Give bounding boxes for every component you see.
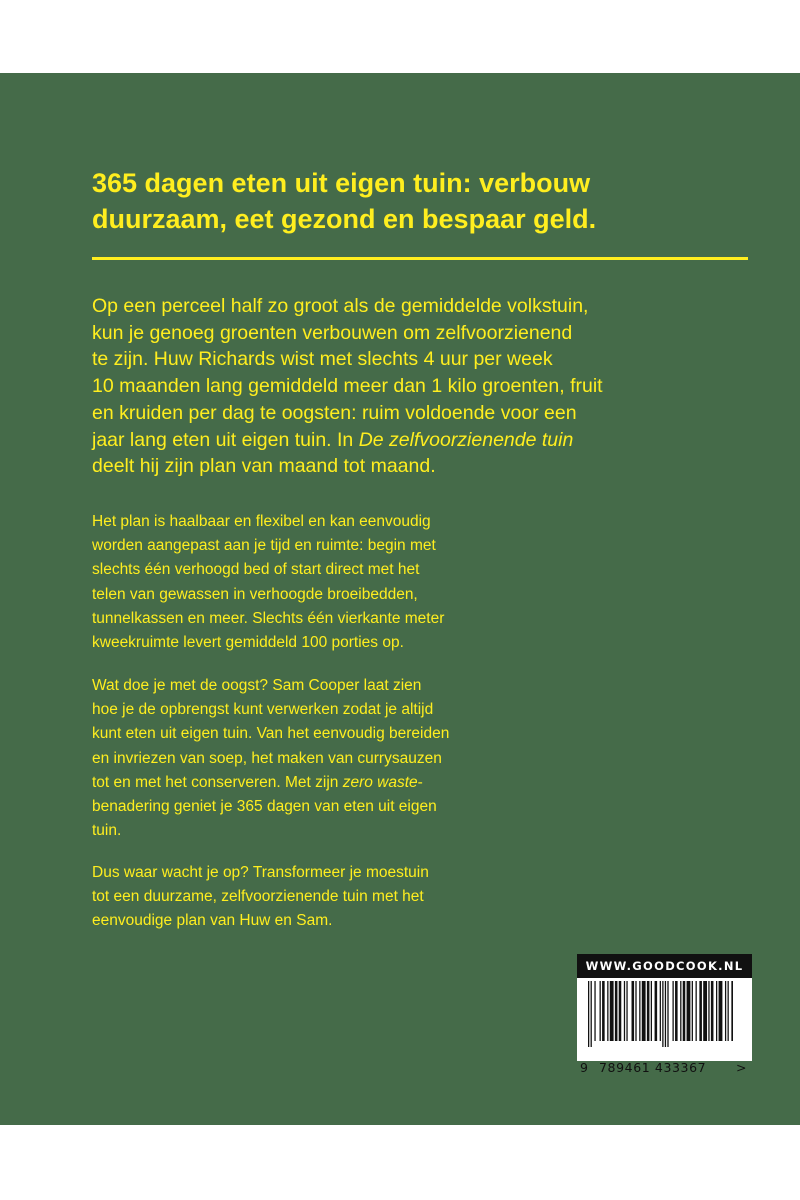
barcode-bar	[619, 981, 622, 1041]
intro-paragraph	[92, 293, 762, 480]
barcode-bar	[716, 981, 717, 1041]
body-line: kweekruimte levert gemiddeld 100 porties op.	[92, 634, 404, 652]
body-line: tot een duurzame, zelfvoorzienende tuin met het	[92, 888, 424, 906]
barcode-bar	[731, 981, 733, 1041]
barcode-bar	[660, 981, 661, 1041]
intro-line: en kruiden per dag te oogsten: ruim voldoende voor een	[92, 401, 577, 424]
body-text: tot en met het conserveren. Met zijn	[92, 773, 343, 791]
body-line: en invriezen van soep, het maken van currysauzen	[92, 749, 442, 767]
barcode-bar	[626, 981, 627, 1041]
body-line: slechts één verhoogd bed of start direct met het	[92, 561, 420, 579]
barcode-bar	[655, 981, 658, 1041]
isbn-digits: 789461 433367	[599, 1060, 707, 1075]
barcode-bar	[725, 981, 726, 1041]
body-line: eenvoudige plan van Huw en Sam.	[92, 912, 333, 930]
barcode-bar	[680, 981, 681, 1041]
barcode-bar	[708, 981, 709, 1041]
barcode-bar	[692, 981, 693, 1041]
headline-line: duurzaam, eet gezond en bespaar geld.	[92, 204, 597, 234]
body-line: kunt eten uit eigen tuin. Van het eenvoudig bereiden	[92, 725, 450, 743]
barcode	[577, 978, 752, 1075]
barcode-bar	[696, 981, 697, 1041]
body-paragraph-harvest	[92, 674, 532, 843]
barcode-bar	[675, 981, 678, 1041]
body-paragraph-closing	[92, 861, 532, 934]
barcode-bar	[665, 981, 666, 1047]
headline-line: 365 dagen eten uit eigen tuin: verbouw	[92, 168, 591, 198]
body-line: Het plan is haalbaar en flexibel en kan eenvoudig	[92, 513, 431, 530]
barcode-bar	[667, 981, 668, 1047]
barcode-bar	[615, 981, 618, 1041]
website-label: WWW.GOODCOOK.NL	[577, 954, 752, 978]
body-line: benadering geniet je 365 dagen van eten uit eigen	[92, 798, 437, 816]
intro-line: 10 maanden lang gemiddeld meer dan 1 kilo groenten, fruit	[92, 375, 603, 398]
body-line	[92, 771, 532, 795]
intro-line	[92, 427, 762, 454]
barcode-bar	[588, 981, 589, 1047]
back-cover	[0, 73, 800, 1125]
barcode-bar	[683, 981, 686, 1041]
barcode-bar	[591, 981, 592, 1047]
barcode-bar	[610, 981, 614, 1041]
barcode-bar	[624, 981, 625, 1041]
body-line: hoe je de opbrengst kunt verwerken zodat je altijd	[92, 701, 434, 719]
barcode-bar	[639, 981, 640, 1041]
barcode-bar	[635, 981, 636, 1041]
body-line: tunnelkassen en meer. Slechts één vierkante meter	[92, 609, 445, 627]
barcode-bar	[632, 981, 635, 1041]
body-line: tuin.	[92, 822, 122, 840]
barcode-bar	[647, 981, 650, 1041]
barcode-bar	[607, 981, 608, 1041]
book-title: De zelfvoorzienende tuin	[358, 428, 574, 451]
barcode-bar	[662, 981, 663, 1047]
barcode-bar	[687, 981, 691, 1041]
body-line: Dus waar wacht je op? Transformeer je moestuin	[92, 864, 429, 881]
intro-line: kun je genoeg groenten verbouwen om zelfvoorzienend	[92, 321, 573, 344]
intro-line: te zijn. Huw Richards wist met slechts 4 uur per week	[92, 348, 553, 371]
intro-line: deelt hij zijn plan van maand tot maand.	[92, 455, 436, 478]
body-text: -	[417, 773, 423, 791]
zero-waste-term: zero waste	[342, 773, 418, 791]
barcode-bar	[651, 981, 652, 1041]
body-line: Wat doe je met de oogst? Sam Cooper laat zien	[92, 677, 422, 694]
barcode-bar	[600, 981, 601, 1041]
isbn-lead-digit: 9	[580, 1060, 589, 1075]
barcode-bar	[594, 981, 595, 1041]
divider-rule	[92, 257, 748, 260]
body-line: worden aangepast aan je tijd en ruimte: begin met	[92, 537, 436, 555]
intro-line: Op een perceel half zo groot als de gemiddelde volkstuin,	[92, 295, 589, 317]
headline	[92, 165, 762, 237]
barcode-bar	[672, 981, 673, 1041]
barcode-bars	[588, 981, 733, 1047]
barcode-bar	[703, 981, 707, 1041]
body-paragraph-plan	[92, 510, 532, 655]
barcode-bar	[719, 981, 723, 1041]
barcode-bar	[602, 981, 605, 1041]
intro-text: jaar lang eten uit eigen tuin. In	[92, 428, 359, 451]
quiet-zone-mark: >	[736, 1060, 748, 1075]
barcode-block	[577, 954, 752, 1075]
barcode-bar	[728, 981, 729, 1041]
body-line: telen van gewassen in verhoogde broeibedden,	[92, 585, 418, 603]
barcode-bar	[699, 981, 702, 1041]
barcode-bar	[642, 981, 646, 1041]
barcode-bar	[711, 981, 714, 1041]
